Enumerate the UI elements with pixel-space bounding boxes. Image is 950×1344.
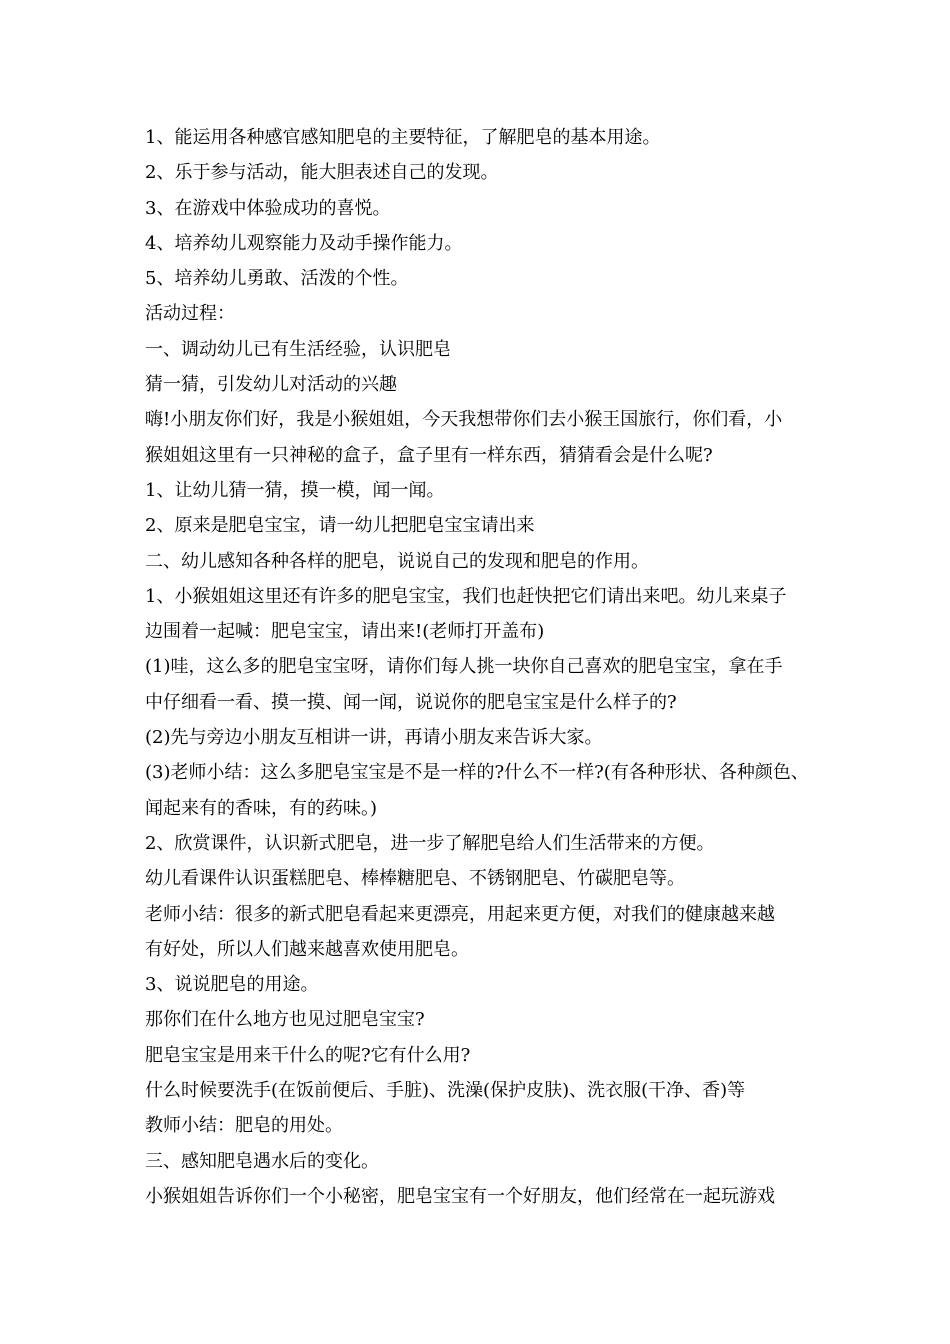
text-line: 猜一猜，引发幼儿对活动的兴趣 [145, 374, 397, 396]
text-line: (3)老师小结：这么多肥皂宝宝是不是一样的?什么不一样?(有各种形状、各种颜色、 [145, 762, 809, 784]
text-line: 4、培养幼儿观察能力及动手操作能力。 [145, 232, 463, 254]
text-line: 什么时候要洗手(在饭前便后、手脏)、洗澡(保护皮肤)、洗衣服(干净、香)等 [145, 1080, 746, 1102]
text-line: 3、在游戏中体验成功的喜悦。 [145, 197, 391, 219]
text-line: 1、让幼儿猜一猜，摸一模，闻一闻。 [145, 479, 445, 501]
text-line: 嗨!小朋友你们好，我是小猴姐姐，今天我想带你们去小猴王国旅行，你们看，小 [145, 409, 783, 431]
text-line: 3、说说肥皂的用途。 [145, 974, 319, 996]
text-line: 2、乐于参与活动，能大胆表述自己的发现。 [145, 162, 499, 184]
text-line: 老师小结：很多的新式肥皂看起来更漂亮，用起来更方便，对我们的健康越来越 [145, 903, 775, 925]
text-line: 2、欣赏课件，认识新式肥皂，进一步了解肥皂给人们生活带来的方便。 [145, 832, 715, 854]
text-line: 肥皂宝宝是用来干什么的呢?它有什么用? [145, 1044, 471, 1066]
text-line: 1、小猴姐姐这里还有许多的肥皂宝宝，我们也赶快把它们请出来吧。幼儿来桌子 [145, 585, 787, 607]
section-heading: 二、幼儿感知各种各样的肥皂，说说自己的发现和肥皂的作用。 [145, 550, 649, 572]
text-line: 1、能运用各种感官感知肥皂的主要特征，了解肥皂的基本用途。 [145, 127, 661, 148]
section-heading: 三、感知肥皂遇水后的变化。 [145, 1150, 379, 1172]
text-line: 2、原来是肥皂宝宝，请一幼儿把肥皂宝宝请出来 [145, 515, 535, 537]
text-line: 边围着一起喊：肥皂宝宝，请出来!(老师打开盖布) [145, 621, 545, 643]
text-line: 小猴姐姐告诉你们一个小秘密，肥皂宝宝有一个好朋友，他们经常在一起玩游戏 [145, 1185, 775, 1207]
text-line: 猴姐姐这里有一只神秘的盒子，盒子里有一样东西，猜猜看会是什么呢? [145, 444, 713, 466]
text-line: 有好处，所以人们越来越喜欢使用肥皂。 [145, 938, 469, 960]
text-line: 教师小结：肥皂的用处。 [145, 1115, 343, 1137]
section-heading: 活动过程： [145, 303, 235, 325]
document-body [145, 120, 835, 1214]
text-line: 闻起来有的香味，有的药味。) [145, 797, 378, 819]
text-line: (1)哇，这么多的肥皂宝宝呀，请你们每人挑一块你自己喜欢的肥皂宝宝，拿在手 [145, 656, 783, 678]
text-line: 中仔细看一看、摸一摸、闻一闻，说说你的肥皂宝宝是什么样子的? [145, 691, 677, 713]
text-line: 那你们在什么地方也见过肥皂宝宝? [145, 1009, 425, 1031]
text-line: 5、培养幼儿勇敢、活泼的个性。 [145, 268, 409, 290]
text-line: 幼儿看课件认识蛋糕肥皂、棒棒糖肥皂、不锈钢肥皂、竹碳肥皂等。 [145, 868, 685, 890]
text-line: (2)先与旁边小朋友互相讲一讲，再请小朋友来告诉大家。 [145, 727, 603, 749]
section-heading: 一、调动幼儿已有生活经验，认识肥皂 [145, 338, 451, 360]
